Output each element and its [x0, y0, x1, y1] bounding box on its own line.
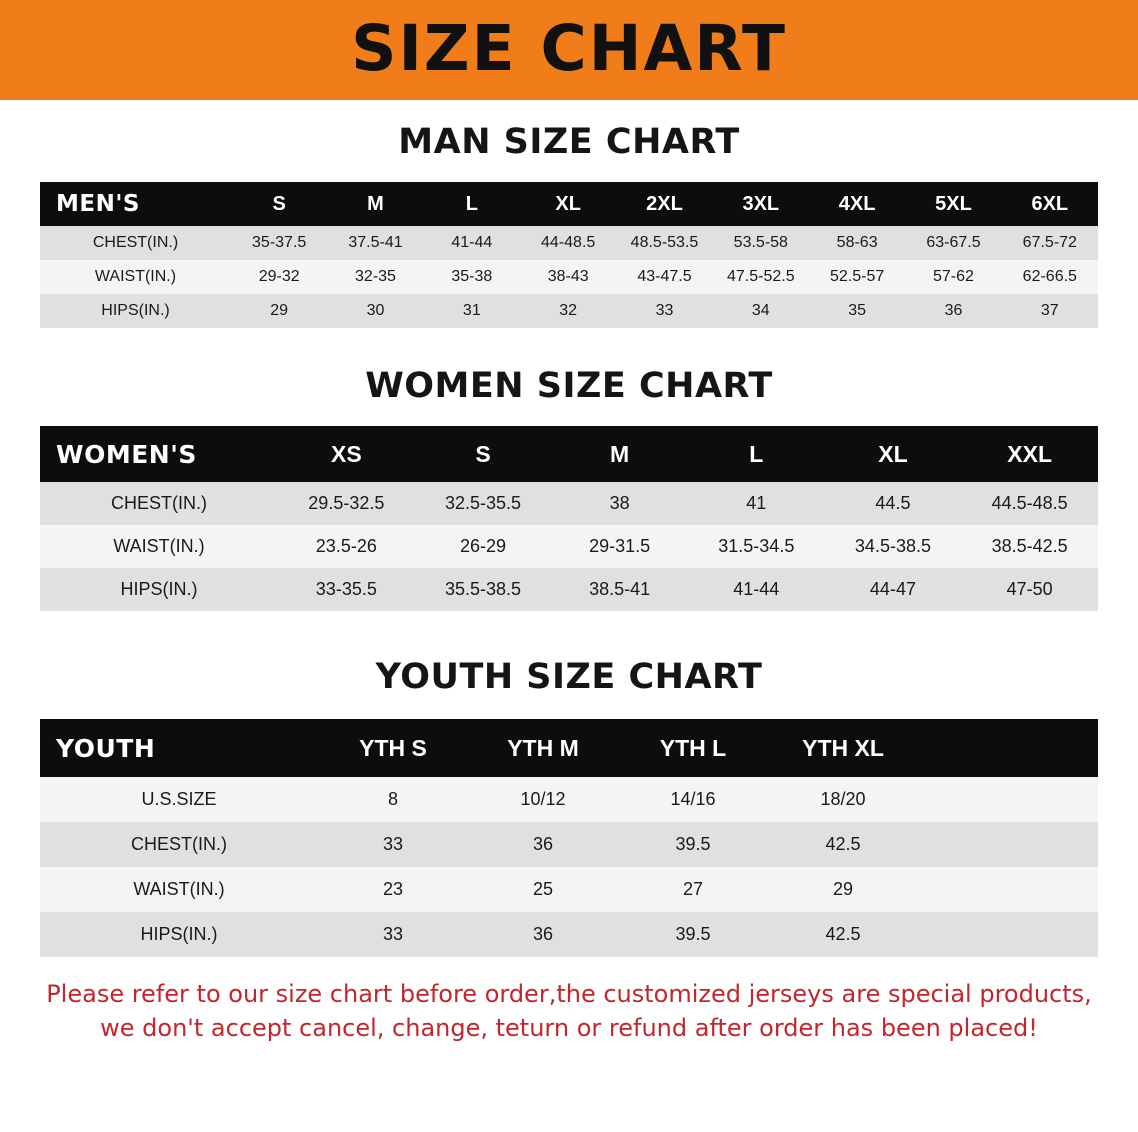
- table-row: [40, 260, 1098, 294]
- man-col-header: S: [272, 192, 286, 215]
- cell-spacer: [918, 777, 1098, 822]
- youth-header-label: YOUTH: [56, 733, 156, 763]
- cell: 47-50: [1006, 579, 1053, 599]
- cell: 44.5: [875, 493, 911, 513]
- youth-table-wrap: [40, 719, 1098, 957]
- women-col-header: XL: [878, 440, 908, 467]
- man-header-row: [40, 182, 1098, 226]
- cell: 41-44: [451, 234, 493, 251]
- women-col-header: L: [749, 440, 764, 467]
- cell: 38.5-42.5: [991, 536, 1068, 556]
- cell: 48.5-53.5: [630, 234, 699, 251]
- youth-col-header: YTH M: [507, 734, 579, 761]
- women-table-body: [40, 482, 1098, 611]
- row-label: CHEST(IN.): [131, 834, 227, 854]
- cell: 31.5-34.5: [718, 536, 795, 556]
- cell: 62-66.5: [1022, 268, 1077, 285]
- table-row: [40, 294, 1098, 328]
- youth-table-head: [40, 719, 1098, 777]
- cell: 10/12: [520, 789, 566, 809]
- cell: 39.5: [675, 924, 711, 944]
- row-label: WAIST(IN.): [113, 536, 205, 556]
- cell: 29: [270, 302, 289, 319]
- cell: 67.5-72: [1022, 234, 1077, 251]
- cell-spacer: [918, 912, 1098, 957]
- cell: 18/20: [820, 789, 866, 809]
- cell: 42.5: [825, 834, 861, 854]
- cell: 29-31.5: [589, 536, 651, 556]
- cell: 29.5-32.5: [308, 493, 385, 513]
- women-col-header: XXL: [1007, 440, 1052, 467]
- cell: 36: [532, 924, 554, 944]
- cell: 33-35.5: [315, 579, 377, 599]
- table-row: [40, 867, 1098, 912]
- cell: 29-32: [258, 268, 300, 285]
- cell: 37.5-41: [348, 234, 403, 251]
- man-header-label: MEN'S: [56, 191, 140, 217]
- cell: 44-48.5: [541, 234, 596, 251]
- row-label: WAIST(IN.): [133, 879, 225, 899]
- cell: 32.5-35.5: [444, 493, 522, 513]
- women-header-label: WOMEN'S: [56, 439, 197, 469]
- cell: 36: [944, 302, 963, 319]
- youth-size-table: [40, 719, 1098, 957]
- youth-col-header: YTH XL: [802, 734, 884, 761]
- women-section-title: WOMEN SIZE CHART: [365, 366, 773, 406]
- cell: 36: [532, 834, 554, 854]
- cell: 26-29: [459, 536, 506, 556]
- row-label: U.S.SIZE: [141, 789, 217, 809]
- disclaimer-line-1: Please refer to our size chart before order,the customized jerseys are special products,: [46, 980, 1092, 1008]
- row-label: HIPS(IN.): [120, 579, 198, 599]
- man-col-header: XL: [555, 192, 581, 215]
- women-table-head: [40, 426, 1098, 482]
- cell: 25: [532, 879, 554, 899]
- man-col-header: 2XL: [646, 192, 683, 215]
- man-section-title: MAN SIZE CHART: [398, 122, 740, 162]
- man-size-table: [40, 182, 1098, 328]
- man-col-header: 6XL: [1031, 192, 1069, 215]
- cell: 35-37.5: [252, 234, 307, 251]
- cell: 33: [382, 834, 404, 854]
- cell: 41: [746, 493, 767, 513]
- cell: 34: [751, 302, 770, 319]
- cell: 33: [655, 302, 674, 319]
- man-table-body: [40, 226, 1098, 328]
- man-table-wrap: [40, 182, 1098, 328]
- table-row: [40, 822, 1098, 867]
- cell: 35: [848, 302, 867, 319]
- banner: [0, 0, 1138, 100]
- cell: 57-62: [933, 268, 974, 285]
- youth-col-header: YTH L: [659, 734, 727, 761]
- table-row: [40, 777, 1098, 822]
- cell: 8: [387, 789, 398, 809]
- cell: 14/16: [670, 789, 716, 809]
- women-header-row: [40, 426, 1098, 482]
- cell: 34.5-38.5: [854, 536, 931, 556]
- youth-col-header: YTH S: [359, 734, 427, 761]
- women-size-table: [40, 426, 1098, 611]
- page-title: SIZE CHART: [351, 11, 787, 85]
- cell: 53.5-58: [733, 234, 788, 251]
- cell: 52.5-57: [830, 268, 885, 285]
- row-label: WAIST(IN.): [94, 268, 177, 285]
- cell: 39.5: [675, 834, 711, 854]
- cell: 38-43: [547, 268, 589, 285]
- row-label: HIPS(IN.): [101, 302, 170, 319]
- man-col-header: 3XL: [742, 192, 780, 215]
- cell-spacer: [918, 867, 1098, 912]
- cell: 58-63: [836, 234, 878, 251]
- cell: 35.5-38.5: [444, 579, 522, 599]
- cell: 37: [1040, 302, 1059, 319]
- cell: 27: [682, 879, 704, 899]
- women-col-header: XS: [330, 440, 362, 467]
- cell: 33: [382, 924, 404, 944]
- disclaimer-line-2: we don't accept cancel, change, teturn or refund after order has been placed!: [100, 1014, 1038, 1043]
- cell: 44-47: [869, 579, 916, 599]
- man-table-head: [40, 182, 1098, 226]
- cell: 32-35: [355, 268, 396, 285]
- youth-section-title: YOUTH SIZE CHART: [375, 657, 763, 697]
- cell: 44.5-48.5: [991, 493, 1068, 513]
- table-row: [40, 482, 1098, 525]
- women-col-header: S: [475, 440, 491, 467]
- cell: 47.5-52.5: [727, 268, 795, 285]
- cell: 23.5-26: [315, 536, 377, 556]
- cell: 42.5: [825, 924, 861, 944]
- cell-spacer: [918, 822, 1098, 867]
- cell: 38.5-41: [589, 579, 651, 599]
- cell: 23: [382, 879, 404, 899]
- man-col-header: L: [465, 192, 478, 215]
- disclaimer-note: [40, 977, 1098, 1045]
- cell: 32: [559, 302, 578, 319]
- table-row: [40, 912, 1098, 957]
- man-col-header: 5XL: [935, 192, 972, 215]
- cell: 43-47.5: [637, 268, 692, 285]
- cell: 30: [366, 302, 385, 319]
- cell: 31: [462, 302, 481, 319]
- women-col-header: M: [610, 440, 630, 467]
- row-label: HIPS(IN.): [140, 924, 218, 944]
- cell: 38: [609, 493, 630, 513]
- table-row: [40, 568, 1098, 611]
- youth-header-row: [40, 719, 1098, 777]
- cell: 63-67.5: [926, 234, 981, 251]
- cell: 29: [832, 879, 854, 899]
- cell: 41-44: [733, 579, 780, 599]
- women-table-wrap: [40, 426, 1098, 611]
- row-label: CHEST(IN.): [92, 234, 179, 251]
- man-col-header: 4XL: [838, 192, 876, 215]
- cell: 35-38: [451, 268, 493, 285]
- man-col-header: M: [367, 192, 384, 215]
- row-label: CHEST(IN.): [111, 493, 207, 513]
- table-row: [40, 226, 1098, 260]
- table-row: [40, 525, 1098, 568]
- youth-col-spacer: [918, 719, 1098, 777]
- youth-table-body: [40, 777, 1098, 957]
